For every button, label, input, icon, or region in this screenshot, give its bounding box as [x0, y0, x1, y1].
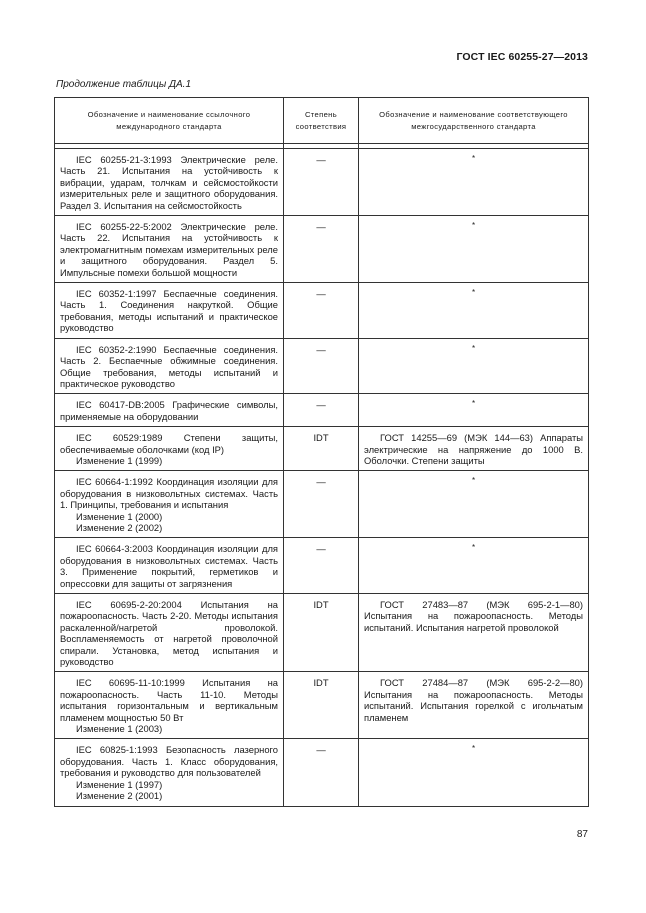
column-header-degree: Степень соответствия: [284, 98, 359, 144]
degree-cell: —: [284, 149, 359, 216]
reference-standard-cell: [55, 538, 284, 594]
table-row: [55, 594, 589, 672]
reference-standard-text: IEC 60255-22-5:2002 Электрические реле. Часть 22. Испытания на устойчивость к электромагнитным помехам измерительных реле и защитного оборудования. Раздел 5. Импульсные помехи большой мощности: [60, 221, 278, 278]
reference-standard-text: IEC 60529:1989 Степени защиты, обеспечиваемые оболочками (код IP): [60, 432, 278, 455]
corresponding-standard-text: ГОСТ 27484—87 (МЭК 695-2-2—80) Испытания на пожароопасность. Методы испытаний. Испытания горелкой с игольчатым пламенем: [364, 677, 583, 723]
reference-standard-text: IEC 60664-1:1992 Координация изоляции для оборудования в низковольтных системах. Часть 1. Принципы, требования и испытания: [60, 476, 278, 511]
corresponding-standard-cell: [359, 538, 589, 594]
table-row: [55, 538, 589, 594]
reference-standard-cell: [55, 216, 284, 283]
corresponding-standard-cell: [359, 672, 589, 739]
degree-cell: —: [284, 338, 359, 394]
corresponding-standard-cell: [359, 149, 589, 216]
corresponding-standard-text: *: [471, 399, 476, 409]
reference-table: [54, 97, 589, 807]
table-body: [55, 144, 589, 807]
amendment-text: Изменение 2 (2002): [76, 521, 163, 533]
amendment-text: Изменение 1 (2003): [76, 723, 163, 735]
corresponding-standard-text: *: [471, 221, 476, 231]
corresponding-standard-text: *: [471, 476, 476, 486]
degree-cell: —: [284, 283, 359, 339]
degree-cell: IDT: [284, 672, 359, 739]
corresponding-standard-text: ГОСТ 14255—69 (МЭК 144—63) Аппараты электрические на напряжение до 1000 В. Оболочки. Степени защиты: [364, 432, 583, 466]
reference-standard-cell: [55, 672, 284, 739]
corresponding-standard-text: *: [471, 744, 476, 754]
table-row: [55, 427, 589, 471]
corresponding-standard-text: ГОСТ 27483—87 (МЭК 695-2-1—80) Испытания на пожароопасность. Методы испытаний. Испытания нагретой проволокой: [364, 599, 583, 633]
table-row: [55, 471, 589, 538]
table-row: [55, 216, 589, 283]
corresponding-standard-cell: [359, 471, 589, 538]
amendment-text: Изменение 1 (1999): [76, 454, 163, 466]
reference-standard-text: IEC 60352-2:1990 Беспаечные соединения. Часть 2. Беспаечные обжимные соединения. Общие требования, методы испытаний и практическое руководство: [60, 343, 278, 389]
degree-cell: —: [284, 538, 359, 594]
corresponding-standard-cell: [359, 427, 589, 471]
amendment-text: Изменение 2 (2001): [76, 790, 163, 802]
degree-cell: —: [284, 739, 359, 806]
degree-cell: —: [284, 471, 359, 538]
degree-cell: —: [284, 216, 359, 283]
table-row: [55, 338, 589, 394]
reference-standard-cell: [55, 338, 284, 394]
table-caption: Продолжение таблицы ДА.1: [56, 79, 192, 90]
amendment-text: Изменение 1 (2000): [76, 510, 163, 522]
corresponding-standard-cell: [359, 739, 589, 806]
table-header-row: [55, 98, 589, 144]
table-row: [55, 394, 589, 427]
table-row: [55, 672, 589, 739]
reference-standard-cell: [55, 594, 284, 672]
reference-standard-text: IEC 60417-DB:2005 Графические символы, применяемые на оборудовании: [60, 399, 278, 422]
reference-standard-text: IEC 60825-1:1993 Безопасность лазерного оборудования. Часть 1. Класс оборудования, требования и руководство для пользователей: [60, 744, 278, 779]
amendment-text: Изменение 1 (1997): [76, 778, 163, 790]
table-row: [55, 283, 589, 339]
reference-standard-text: IEC 60352-1:1997 Беспаечные соединения. Часть 1. Соединения накруткой. Общие требования, методы испытаний и практическое руководство: [60, 288, 278, 334]
corresponding-standard-cell: [359, 216, 589, 283]
corresponding-standard-text: *: [471, 343, 476, 353]
reference-standard-text: IEC 60664-3:2003 Координация изоляции для оборудования в низковольтных системах. Часть 3. Применение покрытий, герметиков и опрессовки для защиты от загрязнения: [60, 543, 278, 589]
column-header-reference: Обозначение и наименование ссылочного международного стандарта: [55, 98, 284, 144]
corresponding-standard-cell: [359, 283, 589, 339]
reference-standard-cell: [55, 149, 284, 216]
reference-standard-cell: [55, 427, 284, 471]
table-row: [55, 149, 589, 216]
corresponding-standard-cell: [359, 394, 589, 427]
corresponding-standard-cell: [359, 594, 589, 672]
page-number: 87: [576, 829, 588, 840]
column-header-corresponding: Обозначение и наименование соответствующего межгосударственного стандарта: [359, 98, 589, 144]
reference-standard-text: IEC 60695-11-10:1999 Испытания на пожароопасность. Часть 11-10. Методы испытания горизонтальным и вертикальным пламенем мощностью 50 Вт: [60, 677, 278, 723]
reference-standard-cell: [55, 283, 284, 339]
reference-standard-cell: [55, 739, 284, 806]
document-header: ГОСТ IEC 60255-27—2013: [456, 51, 588, 63]
corresponding-standard-text: *: [471, 154, 476, 163]
degree-cell: IDT: [284, 427, 359, 471]
reference-standard-cell: [55, 471, 284, 538]
corresponding-standard-cell: [359, 338, 589, 394]
corresponding-standard-text: *: [471, 288, 476, 298]
reference-standard-cell: [55, 394, 284, 427]
corresponding-standard-text: *: [471, 543, 476, 553]
table-row: [55, 739, 589, 806]
degree-cell: IDT: [284, 594, 359, 672]
reference-standard-text: IEC 60695-2-20:2004 Испытания на пожароопасность. Часть 2-20. Методы испытания раскаленной/нагретой проволокой. Воспламеняемость от нагретой проволочной спирали. Установка, метод испытания и руководство: [60, 599, 278, 668]
reference-standard-text: IEC 60255-21-3:1993 Электрические реле. Часть 21. Испытания на устойчивость к вибрации, ударам, толчкам и сейсмостойкости измерительных реле и защитного оборудования. Раздел 3. Испытания на сейсмостойкость: [60, 154, 278, 211]
degree-cell: —: [284, 394, 359, 427]
